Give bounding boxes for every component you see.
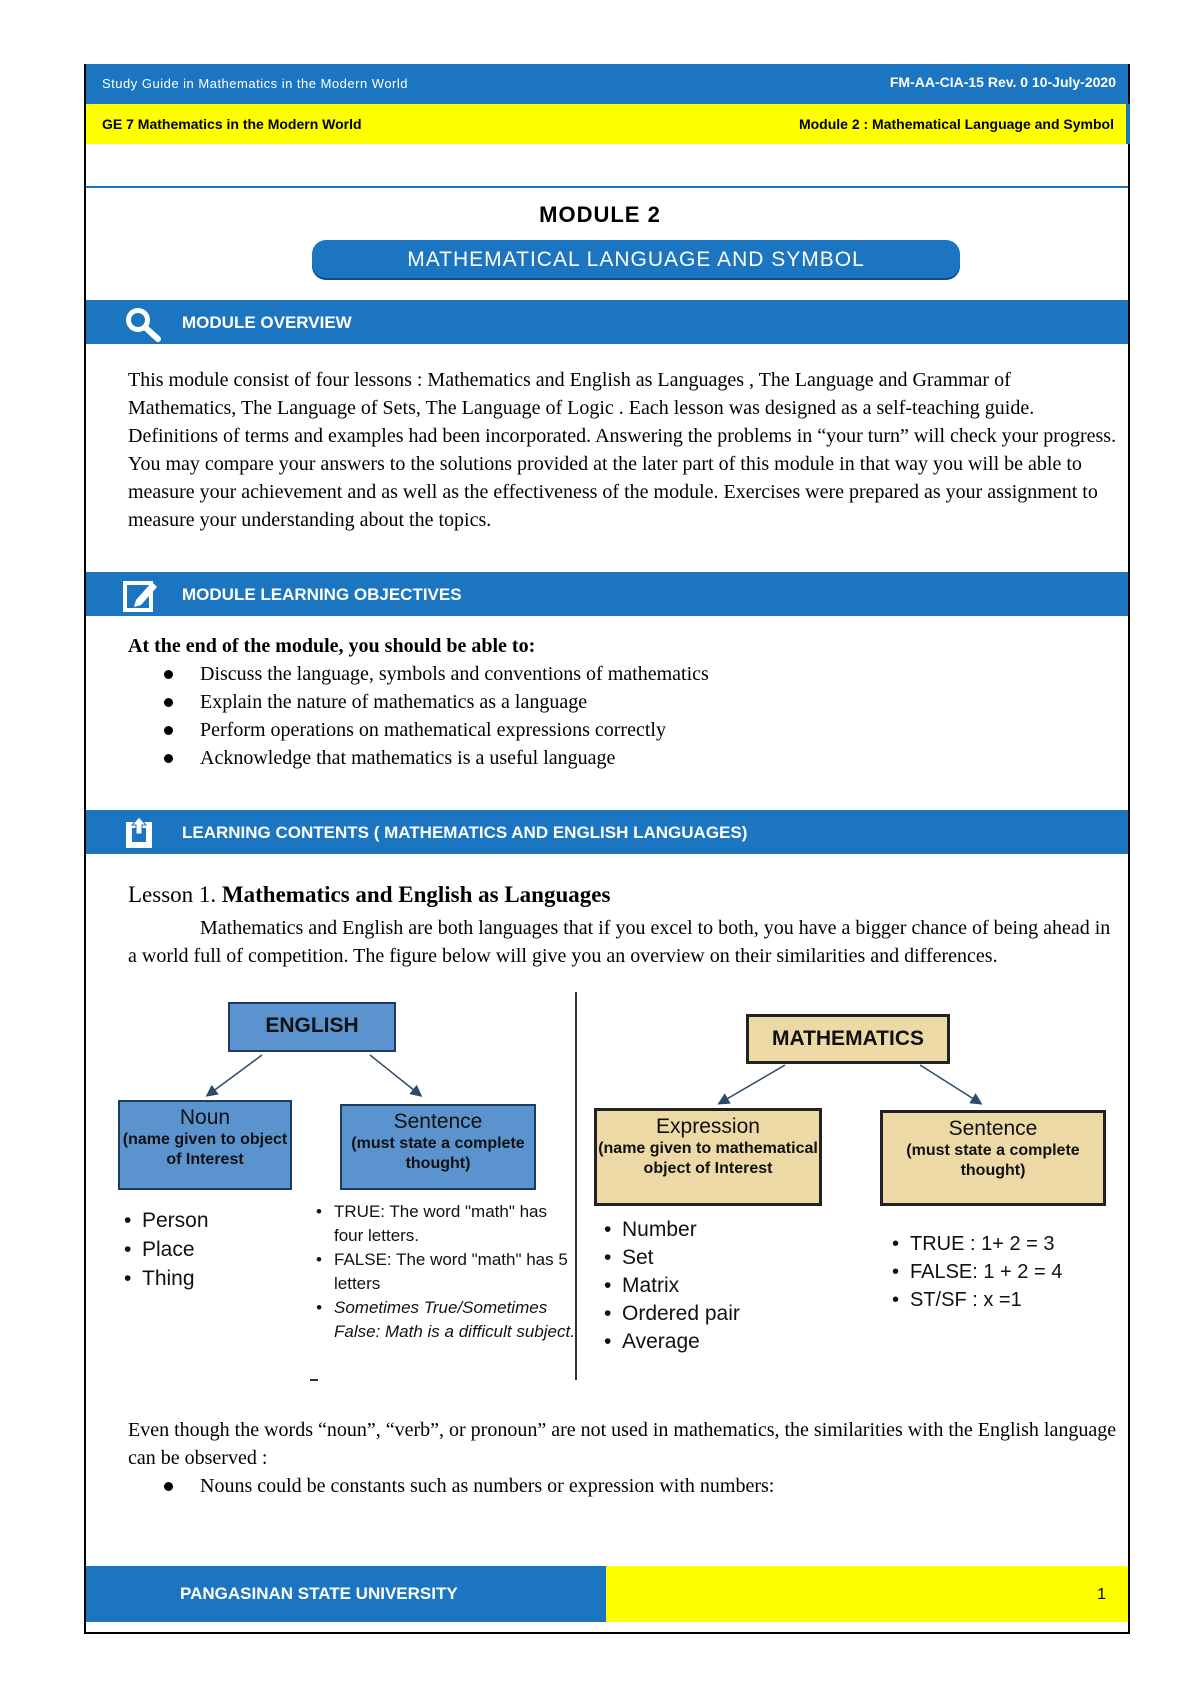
objective-item: Perform operations on mathematical expressions correctly xyxy=(160,716,709,744)
overview-text: This module consist of four lessons : Mathematics and English as Languages , The Language and Grammar of Mathematics, The Language of Sets, The Language of Logic . Each lesson was designed as a self-teaching guide. Definitions of terms and examples had been incorporated. Answering the problems in “your turn” will check your progress. You may compare your answers to the solutions provided at the later part of this module in that way you will be able to measure your achievement and as well as the effectiveness of the module. Exercises were prepared as your assignment to measure your understanding about the topics. xyxy=(128,369,1117,531)
lesson-title xyxy=(128,882,610,908)
mathematics-title: MATHEMATICS xyxy=(771,1027,925,1050)
list-item: • Thing xyxy=(124,1264,209,1293)
module-title: MODULE 2 xyxy=(539,202,661,227)
footer-page-bar xyxy=(606,1566,1128,1622)
list-item: • Sometimes True/Sometimes False: Math is a difficult subject. xyxy=(316,1296,578,1344)
english-sentence-definition: (must state a complete thought) xyxy=(351,1135,525,1172)
upload-icon xyxy=(122,814,162,852)
similarities-text: Even though the words “noun”, “verb”, or pronoun” are not used in mathematics, the similarities with the English language can be observed : xyxy=(128,1419,1117,1469)
module-subtitle-banner: MATHEMATICAL LANGUAGE AND SYMBOL xyxy=(312,240,960,280)
math-sentence-box xyxy=(880,1110,1106,1206)
footer-university-bar xyxy=(86,1566,606,1622)
lesson-name: Mathematics and English as Languages xyxy=(221,882,611,907)
list-item: • Matrix xyxy=(604,1272,740,1300)
expression-title: Expression xyxy=(656,1115,760,1138)
course-name: GE 7 Mathematics in the Modern World xyxy=(102,116,362,132)
objective-item: Discuss the language, symbols and conventions of mathematics xyxy=(160,660,709,688)
english-sentence-box xyxy=(340,1104,536,1190)
section-objectives-label: MODULE LEARNING OBJECTIVES xyxy=(182,585,462,604)
study-guide-title: Study Guide in Mathematics in the Modern World xyxy=(102,76,409,91)
expression-box xyxy=(594,1108,822,1206)
noun-definition: (name given to object of Interest xyxy=(122,1131,288,1168)
list-item: • FALSE: The word "math" has 5 letters xyxy=(316,1248,578,1296)
section-overview-bar xyxy=(86,300,1128,344)
objectives-intro: At the end of the module, you should be able to: xyxy=(128,635,536,657)
expression-definition: (name given to mathematical object of Interest xyxy=(598,1140,818,1177)
math-sentence-definition: (must state a complete thought) xyxy=(906,1142,1080,1179)
list-item: • ST/SF : x =1 xyxy=(892,1286,1062,1314)
objective-item: Acknowledge that mathematics is a useful language xyxy=(160,744,709,772)
university-name: PANGASINAN STATE UNIVERSITY xyxy=(180,1584,458,1603)
form-code: FM-AA-CIA-15 Rev. 0 10-July-2020 xyxy=(889,74,1116,90)
module-reference: Module 2 : Mathematical Language and Symbol xyxy=(798,116,1114,132)
similarities-list xyxy=(160,1472,774,1500)
section-overview-label: MODULE OVERVIEW xyxy=(182,313,352,332)
similarity-item: Nouns could be constants such as numbers or expression with numbers: xyxy=(160,1472,774,1500)
header-top-bar xyxy=(86,64,1128,104)
list-item: • Person xyxy=(124,1206,209,1235)
english-sentence-title: Sentence xyxy=(393,1110,483,1133)
section-contents-bar xyxy=(86,810,1128,854)
mathematics-box xyxy=(746,1014,950,1064)
edit-icon xyxy=(122,576,162,614)
list-item: • Set xyxy=(604,1244,740,1272)
magnifier-icon xyxy=(122,304,162,342)
section-contents-label: LEARNING CONTENTS ( MATHEMATICS AND ENGLISH LANGUAGES) xyxy=(182,823,748,842)
header-course-bar xyxy=(86,104,1130,144)
section-objectives-bar xyxy=(86,572,1128,616)
noun-box xyxy=(118,1100,292,1190)
noun-title: Noun xyxy=(179,1106,231,1129)
math-sentence-title: Sentence xyxy=(948,1117,1038,1140)
math-sentence-examples xyxy=(892,1230,1062,1314)
expression-examples xyxy=(604,1216,740,1356)
list-item: • FALSE: 1 + 2 = 4 xyxy=(892,1258,1062,1286)
english-title: ENGLISH xyxy=(265,1014,359,1037)
objectives-list xyxy=(160,660,709,772)
objective-item: Explain the nature of mathematics as a language xyxy=(160,688,709,716)
lesson-number: Lesson 1. xyxy=(128,882,217,907)
list-item: • Number xyxy=(604,1216,740,1244)
list-item: • Place xyxy=(124,1235,209,1264)
english-box xyxy=(228,1002,396,1052)
page-number: 1 xyxy=(1097,1586,1106,1603)
lesson-intro: Mathematics and English are both languages that if you excel to both, you have a bigger chance of being ahead in a world full of competition. The figure below will give you an overview on their similarities and differences. xyxy=(128,917,1111,967)
list-item: • Ordered pair xyxy=(604,1300,740,1328)
list-item: • TRUE : 1+ 2 = 3 xyxy=(892,1230,1062,1258)
header-divider xyxy=(86,186,1128,188)
noun-examples xyxy=(124,1206,209,1293)
list-item: • Average xyxy=(604,1328,740,1356)
english-sentence-examples xyxy=(316,1200,578,1344)
list-item: • TRUE: The word "math" has four letters. xyxy=(316,1200,578,1248)
